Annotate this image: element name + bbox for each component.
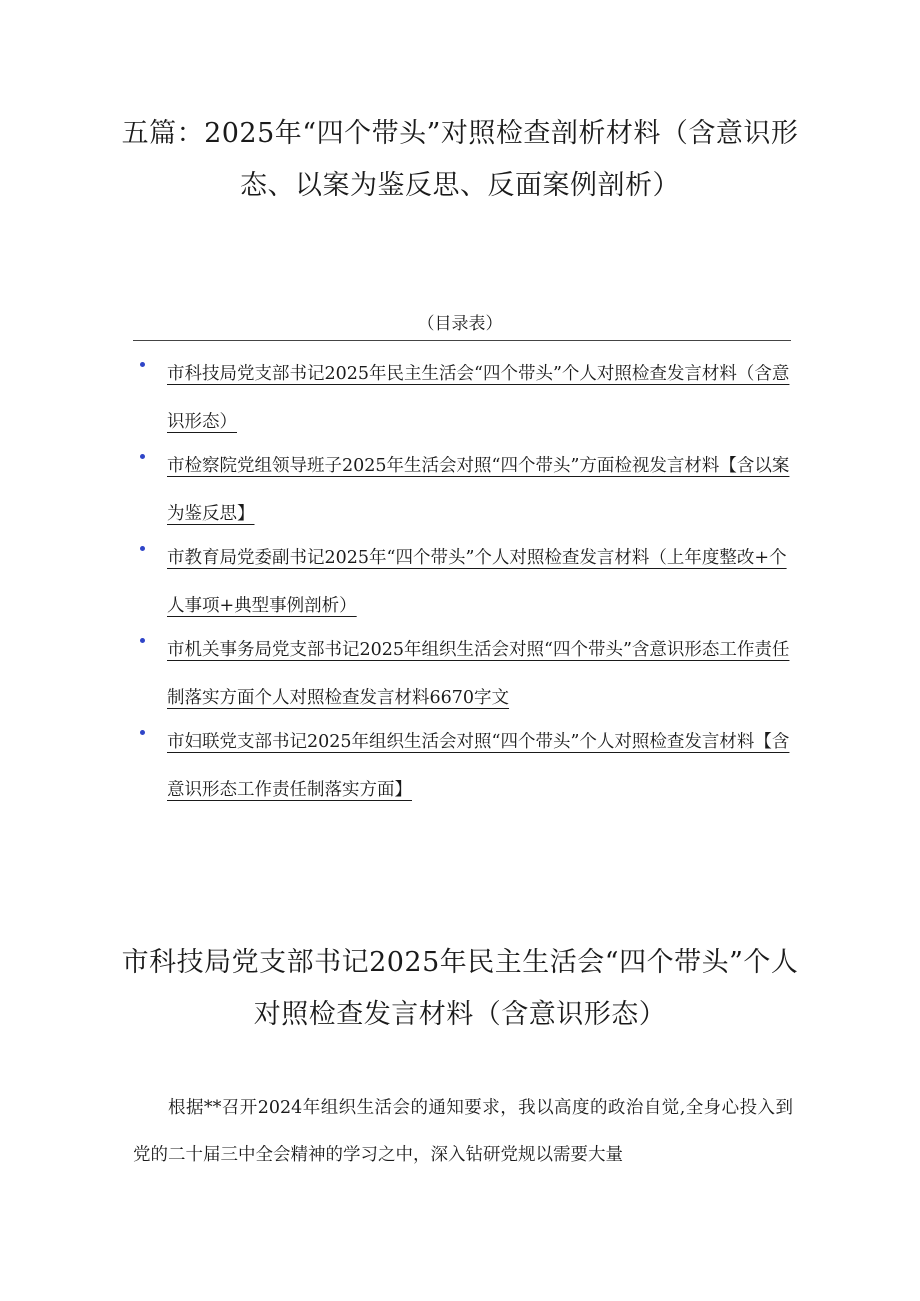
toc-item — [133, 534, 793, 632]
bullet-icon — [140, 730, 145, 735]
section-title: 市科技局党支部书记2025年民主生活会“四个带头”个人对照检查发言材料（含意识形态） — [121, 947, 799, 1030]
table-of-contents — [133, 356, 793, 816]
toc-heading: （目录表） — [417, 314, 503, 334]
toc-item — [133, 442, 793, 540]
document-title: 五篇：2025年“四个带头”对照检查剖析材料（含意识形态、以案为鉴反思、反面案例剖析） — [121, 118, 799, 201]
body-paragraph: 根据**召开2024年组织生活会的通知要求，我以高度的政治自觉,全身心投入到党的二十届三中全会精神的学习之中，深入钻研党规以需要大量 — [133, 1098, 793, 1165]
toc-item — [133, 718, 793, 816]
bullet-icon — [140, 546, 145, 551]
bullet-icon — [140, 638, 145, 643]
bullet-icon — [140, 454, 145, 459]
toc-link[interactable]: 市教育局党委副书记2025年“四个带头”个人对照检查发言材料（上年度整改+个人事项+典型事例剖析） — [167, 548, 787, 616]
toc-link[interactable]: 市妇联党支部书记2025年组织生活会对照“四个带头”个人对照检查发言材料【含意识形态工作责任制落实方面】 — [167, 732, 790, 800]
toc-link[interactable]: 市科技局党支部书记2025年民主生活会“四个带头”个人对照检查发言材料（含意识形态） — [167, 364, 790, 432]
toc-link[interactable]: 市检察院党组领导班子2025年生活会对照“四个带头”方面检视发言材料【含以案为鉴反思】 — [167, 456, 790, 524]
bullet-icon — [140, 362, 145, 367]
toc-divider — [133, 340, 791, 341]
toc-item — [133, 350, 793, 448]
toc-link[interactable]: 市机关事务局党支部书记2025年组织生活会对照“四个带头”含意识形态工作责任制落实方面个人对照检查发言材料6670字文 — [167, 640, 790, 708]
toc-item — [133, 626, 793, 724]
